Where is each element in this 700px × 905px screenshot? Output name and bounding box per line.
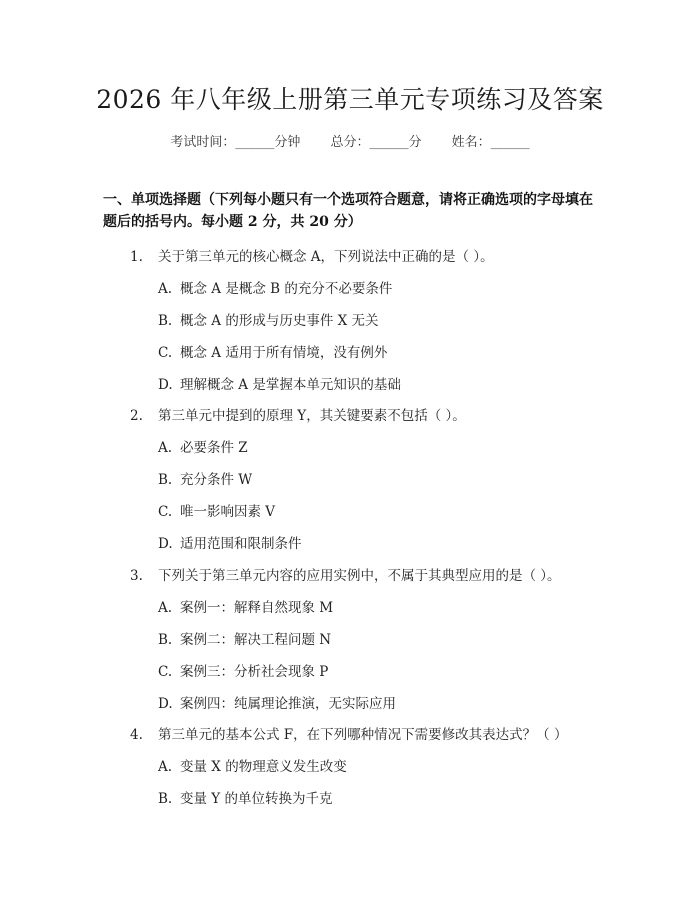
question-2 [130,404,466,424]
question-number: 4. [130,727,143,743]
option-letter: A. [158,600,173,616]
q3-option-b [158,628,331,648]
q3-option-a [158,596,333,616]
option-text: 变量 X 的物理意义发生改变 [180,759,347,775]
option-letter: B. [158,632,173,648]
q1-option-a [158,277,392,297]
total-score-field: 总分：______分 [330,135,422,150]
option-text: 案例一：解释自然现象 M [180,600,334,616]
q2-option-a [158,436,248,456]
question-text: 第三单元中提到的原理 Y，其关键要素不包括（ ）。 [158,408,466,424]
option-text: 唯一影响因素 V [180,504,276,520]
option-text: 变量 Y 的单位转换为千克 [180,791,333,807]
q4-option-b [158,787,333,807]
option-text: 案例四：纯属理论推演，无实际应用 [180,696,396,712]
q3-option-d [158,692,396,712]
option-text: 概念 A 的形成与历史事件 X 无关 [180,313,379,329]
option-text: 案例三：分析社会现象 P [180,664,329,680]
option-letter: D. [158,696,173,712]
question-number: 3. [130,568,143,584]
option-letter: B. [158,791,173,807]
question-3 [130,564,561,584]
option-letter: A. [158,759,173,775]
option-letter: C. [158,345,173,361]
exam-info-line [0,131,700,150]
option-letter: C. [158,504,173,520]
option-text: 概念 A 是概念 B 的充分不必要条件 [180,281,393,297]
q2-option-c [158,500,275,520]
q4-option-a [158,755,347,775]
option-letter: C. [158,664,173,680]
question-text: 关于第三单元的核心概念 A，下列说法中正确的是（ ）。 [158,249,494,265]
section-heading: 一、单项选择题（下列每小题只有一个选项符合题意，请将正确选项的字母填在题后的括号内。每小题 2 分，共 20 分） [103,192,593,230]
option-text: 适用范围和限制条件 [180,536,302,552]
option-letter: D. [158,536,173,552]
q1-option-d [158,373,401,393]
question-text: 下列关于第三单元内容的应用实例中，不属于其典型应用的是（ ）。 [158,568,561,584]
student-name-field: 姓名：______ [451,135,530,150]
question-4 [130,723,567,743]
q1-option-c [158,341,387,361]
exam-time-field: 考试时间：______分钟 [170,135,301,150]
page-title: 2026 年八年级上册第三单元专项练习及答案 [96,85,604,114]
option-text: 必要条件 Z [180,440,248,456]
option-letter: B. [158,472,173,488]
question-text: 第三单元的基本公式 F，在下列哪种情况下需要修改其表达式？（ ） [158,727,568,743]
option-letter: D. [158,377,173,393]
option-letter: A. [158,440,173,456]
option-text: 充分条件 W [180,472,253,488]
question-number: 1. [130,249,143,265]
option-text: 案例二：解决工程问题 N [180,632,332,648]
q1-option-b [158,309,379,329]
question-number: 2. [130,408,143,424]
q2-option-b [158,468,252,488]
q2-option-d [158,532,302,552]
option-text: 概念 A 适用于所有情境，没有例外 [180,345,388,361]
option-text: 理解概念 A 是掌握本单元知识的基础 [180,377,401,393]
q3-option-c [158,660,328,680]
option-letter: A. [158,281,173,297]
option-letter: B. [158,313,173,329]
question-1 [130,245,494,265]
